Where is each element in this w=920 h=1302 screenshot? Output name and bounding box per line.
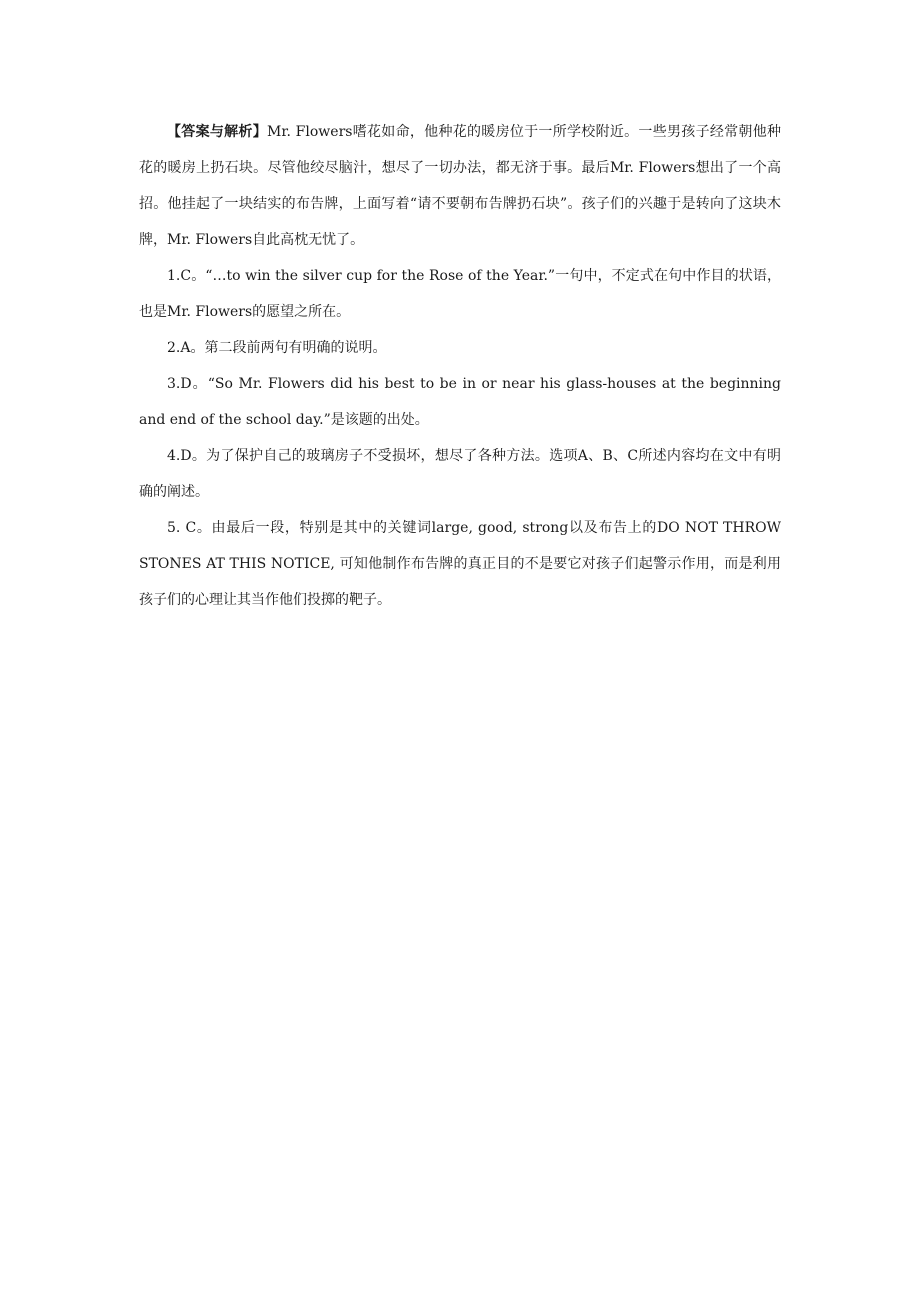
- answer-2: 2.A。第二段前两句有明确的说明。: [167, 340, 387, 356]
- answer-explanation: [139, 114, 781, 618]
- answer-5: 5. C。由最后一段，特别是其中的关键词large, good, strong以及布告上的DO NOT THROW STONES AT THIS NOTICE, 可知他制作布告牌的真正目的不是要它对孩子们起警示作用，而是利用孩子们的心理让其当作他们投掷的靶子。: [139, 520, 781, 608]
- answer-1: 1.C。“…to win the silver cup for the Rose of the Year.”一句中，不定式在句中作目的状语，也是Mr. Flowers的愿望之所在。: [139, 268, 781, 320]
- answer-3: 3.D。“So Mr. Flowers did his best to be in or near his glass-houses at the beginning and end of the school day.”是该题的出处。: [139, 376, 781, 428]
- answer-4: 4.D。为了保护自己的玻璃房子不受损坏，想尽了各种方法。选项A、B、C所述内容均在文中有明确的阐述。: [139, 448, 781, 500]
- intro-text: Mr. Flowers嗜花如命，他种花的暖房位于一所学校附近。一些男孩子经常朝他种花的暖房上扔石块。尽管他绞尽脑汁，想尽了一切办法，都无济于事。最后Mr. Flowers想出了一个高招。他挂起了一块结实的布告牌，上面写着“请不要朝布告牌扔石块”。孩子们的兴趣于是转向了这块木牌，Mr. Flowers自此高枕无忧了。: [139, 124, 781, 248]
- section-heading: 【答案与解析】: [167, 124, 267, 140]
- intro-paragraph: [139, 114, 781, 258]
